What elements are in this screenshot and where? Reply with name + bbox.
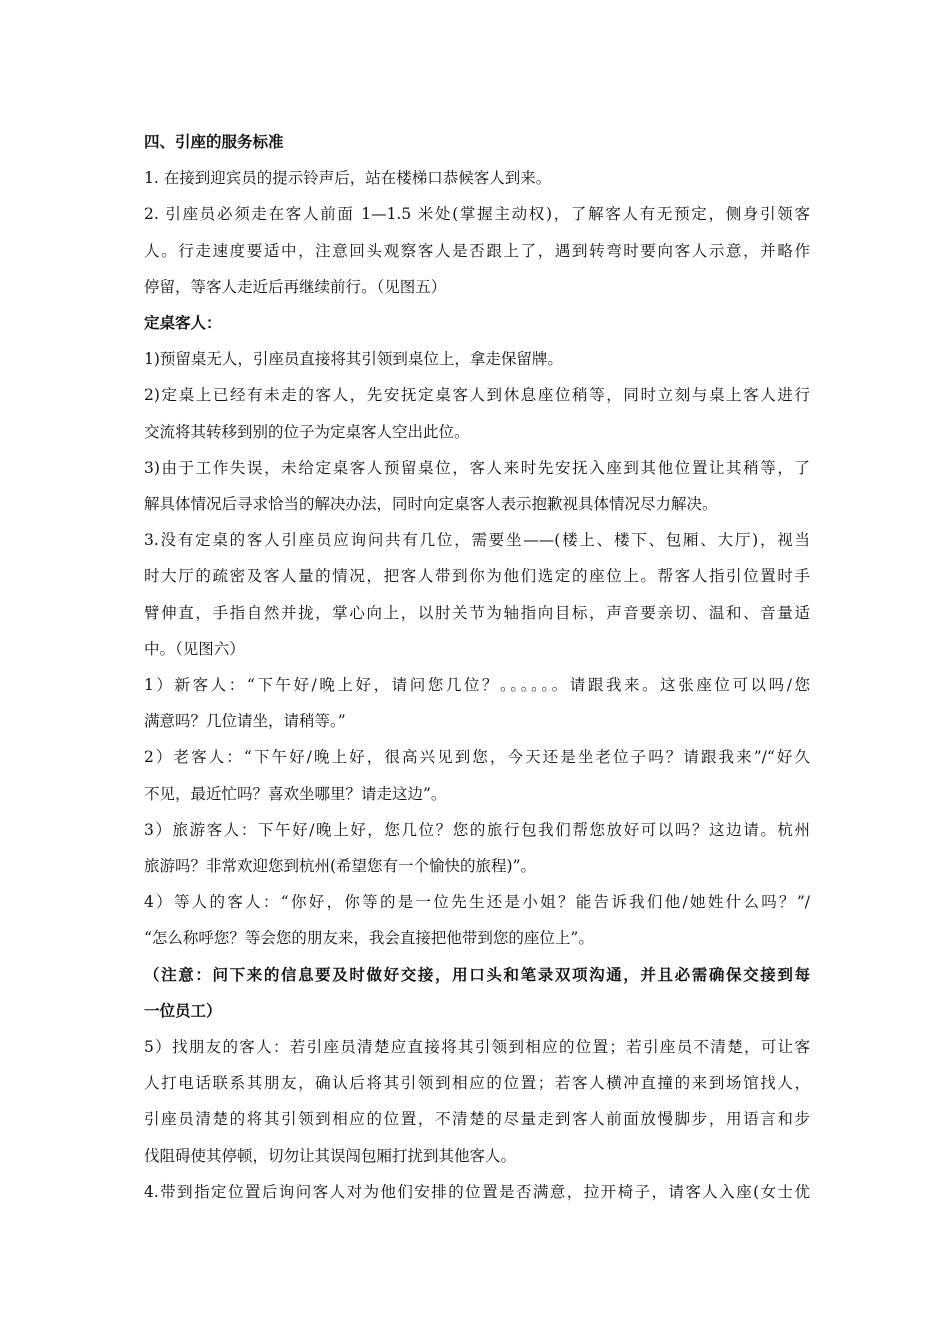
paragraph-2: [144, 196, 810, 305]
paragraph-line: 停留，等客人走近后再继续前行。（见图五）: [144, 277, 447, 296]
paragraph-line: 伐阻碍使其停顿，切勿让其误闯包厢打扰到其他客人。: [144, 1146, 517, 1165]
paragraph-4: 4.带到指定位置后询问客人对为他们安排的位置是否满意，拉开椅子，请客人入座(女士优: [144, 1182, 810, 1201]
greeting-regular-guest: [144, 739, 810, 811]
greeting-tourist-guest: [144, 812, 810, 884]
paragraph-line: 3）旅游客人：下午好/晚上好，您几位？您的旅行包我们帮您放好可以吗？这边请。杭州: [144, 820, 810, 839]
booked-item-3: [144, 450, 810, 522]
paragraph-line: 满意吗？几位请坐，请稍等。”: [144, 712, 346, 731]
paragraph-line: 2. 引座员必须走在客人前面 1—1.5 米处(掌握主动权)，了解客人有无预定，侧身引领客: [144, 205, 810, 224]
paragraph-1: 1. 在接到迎宾员的提示铃声后，站在楼梯口恭候客人到来。: [144, 169, 552, 188]
paragraph-line: 时大厅的疏密及客人量的情况，把客人带到你为他们选定的座位上。帮客人指引位置时手: [144, 567, 810, 586]
paragraph-line: 解具体情况后寻求恰当的解决办法，同时向定桌客人表示抱歉视具体情况尽力解决。: [144, 495, 718, 514]
paragraph-line: 人。行走速度要适中，注意回头观察客人是否跟上了，遇到转弯时要向客人示意，并略作: [144, 241, 810, 260]
paragraph-line: 旅游吗？非常欢迎您到杭州(希望您有一个愉快的旅程)”。: [144, 857, 537, 876]
greeting-new-guest: [144, 667, 810, 739]
paragraph-line: 人打电话联系其朋友，确认后将其引领到相应的位置；若客人横冲直撞的来到场馆找人，: [144, 1074, 810, 1093]
booked-guests-heading: 定桌客人：: [144, 313, 222, 333]
paragraph-line: 3.没有定桌的客人引座员应询问共有几位，需要坐——(楼上、楼下、包厢、大厅)，视当: [144, 531, 810, 550]
booked-item-1: 1)预留桌无人，引座员直接将其引领到桌位上，拿走保留牌。: [144, 350, 563, 369]
paragraph-3: [144, 522, 810, 667]
greeting-waiting-guest: [144, 884, 810, 956]
greeting-friend-seeker: [144, 1029, 810, 1174]
paragraph-line: 1）新客人：“下午好/晚上好，请问您几位？。。。。。。请跟我来。这张座位可以吗/您: [144, 676, 810, 695]
paragraph-line: （注意：问下来的信息要及时做好交接，用口头和笔录双项沟通，并且必需确保交接到每: [144, 964, 810, 984]
section-heading: 四、引座的服务标准: [144, 132, 284, 151]
paragraph-line: “怎么称呼您？等会您的朋友来，我会直接把他带到您的座位上”。: [144, 929, 594, 948]
paragraph-line: 引座员清楚的将其引领到相应的位置，不清楚的尽量走到客人前面放慢脚步，用语言和步: [144, 1110, 810, 1129]
paragraph-line: 一位员工）: [144, 1000, 222, 1020]
paragraph-line: 3)由于工作失误，未给定桌客人预留桌位，客人来时先安抚入座到其他位置让其稍等，了: [144, 458, 810, 477]
handover-note: [144, 957, 810, 1029]
paragraph-line: 5）找朋友的客人：若引座员清楚应直接将其引领到相应的位置；若引座员不清楚，可让客: [144, 1038, 810, 1057]
paragraph-line: 不见，最近忙吗？喜欢坐哪里？请走这边”。: [144, 784, 447, 803]
paragraph-line: 4）等人的客人：“你好，你等的是一位先生还是小姐？能告诉我们他/她姓什么吗？”/: [144, 893, 810, 912]
paragraph-line: 交流将其转移到别的位子为定桌客人空出此位。: [144, 422, 470, 441]
booked-item-2: [144, 377, 810, 449]
paragraph-line: 中。（见图六）: [144, 639, 245, 658]
paragraph-line: 2）老客人：“下午好/晚上好，很高兴见到您，今天还是坐老位子吗？请跟我来”/“好久: [144, 748, 810, 767]
paragraph-line: 臂伸直，手指自然并拢，掌心向上，以肘关节为轴指向目标，声音要亲切、温和、音量适: [144, 603, 810, 622]
paragraph-line: 2)定桌上已经有未走的客人，先安抚定桌客人到休息座位稍等，同时立刻与桌上客人进行: [144, 386, 810, 405]
